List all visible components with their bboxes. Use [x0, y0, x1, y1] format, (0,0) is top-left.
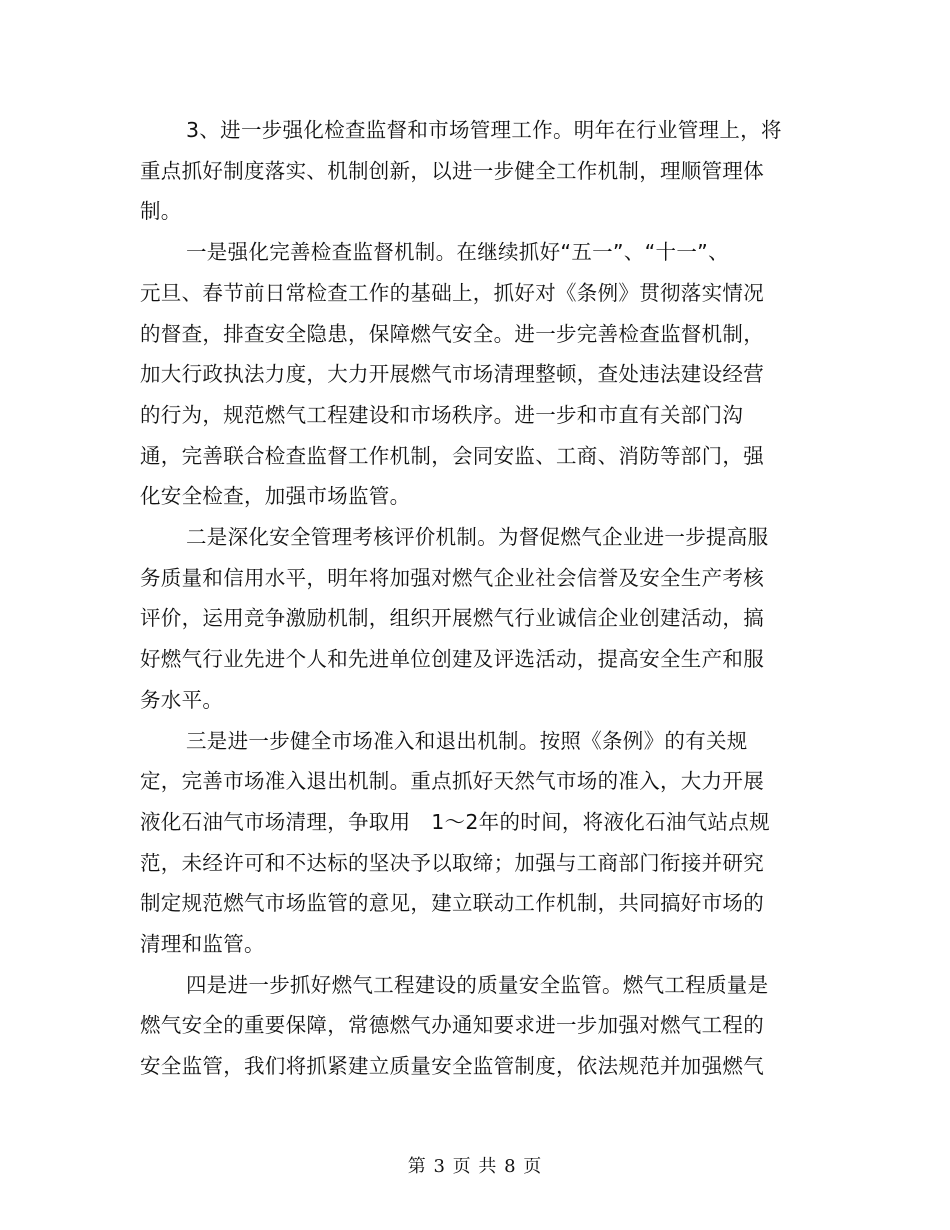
- text-line: 元旦、春节前日常检查工作的基础上，抓好对《条例》贯彻落实情况: [140, 280, 764, 305]
- page-footer: 第 3 页 共 8 页: [407, 1156, 543, 1177]
- text-line: 重点抓好制度落实、机制创新，以进一步健全工作机制，理顺管理体: [140, 158, 764, 183]
- text-line: 3、进一步强化检查监督和市场管理工作。明年在行业管理上，将: [186, 118, 782, 142]
- text-line: 液化石油气市场清理，争取用 1～2年的时间，将液化石油气站点规: [140, 809, 770, 834]
- text-line: 范，未经许可和不达标的坚决予以取缔；加强与工商部门衔接并研究: [140, 850, 764, 875]
- text-line: 的督查，排查安全隐患，保障燃气安全。进一步完善检查监督机制，: [140, 321, 764, 346]
- text-line: 燃气安全的重要保障，常德燃气办通知要求进一步加强对燃气工程的: [140, 1013, 764, 1038]
- paragraph-3: [140, 517, 770, 721]
- text-line: 务质量和信用水平，明年将加强对燃气企业社会信誉及安全生产考核: [140, 565, 764, 590]
- text-line: 安全监管，我们将抓紧建立质量安全监管制度，依法规范并加强燃气: [140, 1054, 764, 1079]
- text-line: 的行为，规范燃气工程建设和市场秩序。进一步和市直有关部门沟: [140, 402, 744, 427]
- text-line: 化安全检查，加强市场监管。: [140, 484, 411, 509]
- text-line: 三是进一步健全市场准入和退出机制。按照《条例》的有关规: [186, 728, 748, 753]
- paragraph-2: [140, 232, 770, 517]
- text-line: 评价，运用竞争激励机制，组织开展燃气行业诚信企业创建活动，搞: [140, 606, 764, 631]
- text-line: 务水平。: [140, 687, 224, 712]
- document-body: [140, 110, 782, 1087]
- paragraph-1: [140, 110, 782, 232]
- text-line: 通，完善联合检查监督工作机制，会同安监、工商、消防等部门，强: [140, 443, 764, 468]
- text-line: 制定规范燃气市场监管的意见，建立联动工作机制，共同搞好市场的: [140, 891, 764, 916]
- text-line: 一是强化完善检查监督机制。在继续抓好“五一”、“十一”、: [186, 240, 729, 265]
- paragraph-4: [140, 721, 770, 965]
- text-line: 好燃气行业先进个人和先进单位创建及评选活动，提高安全生产和服: [140, 647, 764, 672]
- text-line: 定，完善市场准入退出机制。重点抓好天然气市场的准入，大力开展: [140, 769, 764, 794]
- text-line: 制。: [140, 199, 182, 224]
- paragraph-5: [140, 965, 770, 1087]
- text-line: 四是进一步抓好燃气工程建设的质量安全监管。燃气工程质量是: [186, 972, 769, 997]
- text-line: 二是深化安全管理考核评价机制。为督促燃气企业进一步提高服: [186, 525, 769, 550]
- text-line: 加大行政执法力度，大力开展燃气市场清理整顿，查处违法建设经营: [140, 362, 764, 387]
- text-line: 清理和监管。: [140, 932, 265, 957]
